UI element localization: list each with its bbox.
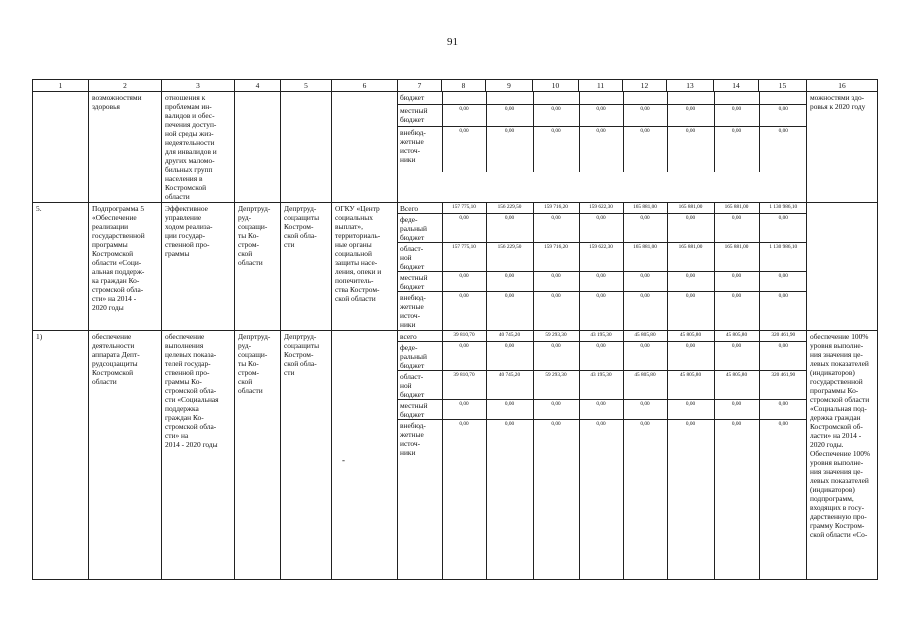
funding-amount: 165 881,00 bbox=[667, 243, 714, 272]
funding-source: внебюд- жетные источ- ники bbox=[400, 127, 426, 164]
funding-amount: 165 881,00 bbox=[667, 203, 714, 214]
funding-amount: 59 293,30 bbox=[533, 370, 579, 399]
funding-amount bbox=[486, 92, 533, 104]
funding-source: всего bbox=[398, 331, 442, 342]
funding-amount: 0,00 bbox=[442, 104, 486, 126]
funding-amount: 40 745,20 bbox=[486, 370, 533, 399]
funding-amount: 0,00 bbox=[486, 399, 533, 419]
funding-amount: 0,00 bbox=[623, 126, 667, 172]
funding-amount: 45 805,80 bbox=[667, 370, 714, 399]
funding-amount: 0,00 bbox=[759, 272, 807, 292]
funding-amount: 0,00 bbox=[486, 104, 533, 126]
funding-source: местный бюджет bbox=[398, 104, 442, 126]
funding-amount: 0,00 bbox=[667, 341, 714, 370]
table-cell-col16: можностями здо- ровья к 2020 году bbox=[807, 92, 878, 203]
funding-amount: 0,00 bbox=[714, 341, 759, 370]
funding-line bbox=[398, 126, 807, 172]
funding-amount: 0,00 bbox=[623, 214, 667, 243]
funding-line bbox=[398, 272, 807, 292]
funding-amount: 0,00 bbox=[442, 341, 486, 370]
funding-amount: 0,00 bbox=[579, 104, 623, 126]
funding-amount: 0,00 bbox=[442, 419, 486, 579]
column-header: 4 bbox=[235, 80, 281, 92]
table-cell-col6: ОГКУ «Центр социальных выплат», территориаль- ные органы социальной защиты насе- ления, опеки и попечитель- ства Костром- ской области bbox=[332, 203, 398, 331]
funding-amount: 0,00 bbox=[442, 126, 486, 172]
funding-source: внебюд- жетные источ- ники bbox=[400, 420, 426, 457]
funding-amount: 0,00 bbox=[759, 399, 807, 419]
funding-source: внебюд- жетные источ- ники bbox=[400, 293, 426, 329]
funding-line bbox=[398, 292, 807, 330]
funding-amount: 0,00 bbox=[759, 214, 807, 243]
funding-amount bbox=[533, 92, 579, 104]
funding-amount: 0,00 bbox=[579, 341, 623, 370]
funding-amount: 1 130 986,10 bbox=[759, 203, 807, 214]
column-header: 6 bbox=[332, 80, 398, 92]
funding-amount bbox=[579, 92, 623, 104]
funding-line bbox=[398, 331, 807, 342]
table-cell-col16 bbox=[807, 203, 878, 331]
table-cell-col5: Депртруд- соцзащиты Костром- ской обла- сти bbox=[281, 330, 332, 580]
funding-amount: 45 805,80 bbox=[714, 331, 759, 342]
column-header: 12 bbox=[623, 80, 667, 92]
table-cell-col6 bbox=[332, 92, 398, 203]
funding-source: бюджет bbox=[398, 92, 442, 104]
funding-lines-table bbox=[398, 203, 807, 330]
funding-amount: 40 745,20 bbox=[486, 331, 533, 342]
funding-amount bbox=[759, 92, 807, 104]
funding-amount: 0,00 bbox=[759, 126, 807, 172]
funding-source: местный бюджет bbox=[398, 399, 442, 419]
funding-amount: 0,00 bbox=[486, 126, 533, 172]
funding-amount: 157 775,10 bbox=[442, 243, 486, 272]
funding-amount: 0,00 bbox=[759, 104, 807, 126]
funding-line bbox=[398, 214, 807, 243]
funding-amount: 157 775,10 bbox=[442, 203, 486, 214]
table-cell-col5: Депртруд- соцзащиты Костром- ской обла- сти bbox=[281, 203, 332, 331]
funding-source: Всего bbox=[398, 203, 442, 214]
funding-amount: 0,00 bbox=[533, 341, 579, 370]
funding-amount: 0,00 bbox=[533, 399, 579, 419]
funding-amount: 1 130 986,10 bbox=[759, 243, 807, 272]
funding-amount: 159 622,30 bbox=[579, 203, 623, 214]
funding-amount: 0,00 bbox=[579, 272, 623, 292]
funding-amount: 159 716,20 bbox=[533, 203, 579, 214]
table-cell-col2: Подпрограмма 5 «Обеспечение реализации государственной программы Костромской области «Соци- альная поддерж- ка граждан Ко- стромской обла- сти» на 2014 - 2020 годы bbox=[89, 203, 162, 331]
funding-amount: 0,00 bbox=[442, 214, 486, 243]
funding-line bbox=[398, 203, 807, 214]
funding-amount: 45 805,80 bbox=[667, 331, 714, 342]
table-cell-col4 bbox=[235, 92, 281, 203]
funding-line bbox=[398, 341, 807, 370]
funding-amount bbox=[442, 92, 486, 104]
funding-amount: 165 881,00 bbox=[714, 243, 759, 272]
column-header: 7 bbox=[398, 80, 442, 92]
column-header: 8 bbox=[442, 80, 486, 92]
funding-amount: 165 881,00 bbox=[623, 243, 667, 272]
funding-line bbox=[398, 92, 807, 104]
column-header: 16 bbox=[807, 80, 878, 92]
funding-source: област- ной бюджет bbox=[398, 370, 442, 399]
funding-amount: 0,00 bbox=[533, 126, 579, 172]
funding-amount: 0,00 bbox=[759, 419, 807, 579]
funding-amount: 0,00 bbox=[667, 214, 714, 243]
funding-amount: 0,00 bbox=[623, 272, 667, 292]
funding-amount: 0,00 bbox=[533, 292, 579, 330]
funding-amount: 156 229,50 bbox=[486, 243, 533, 272]
page-number: 91 bbox=[447, 36, 458, 48]
table-row bbox=[33, 203, 878, 331]
funding-amount: 0,00 bbox=[579, 292, 623, 330]
funding-amount: 0,00 bbox=[579, 399, 623, 419]
table-cell-col5 bbox=[281, 92, 332, 203]
funding-amount: 0,00 bbox=[667, 272, 714, 292]
funding-amount: 165 881,00 bbox=[714, 203, 759, 214]
funding-amount: 0,00 bbox=[667, 399, 714, 419]
funding-amount: 0,00 bbox=[623, 419, 667, 579]
funding-line bbox=[398, 104, 807, 126]
funding-amount: 0,00 bbox=[714, 292, 759, 330]
funding-source: феде- ральный бюджет bbox=[398, 214, 442, 243]
funding-amount: 43 195,30 bbox=[579, 370, 623, 399]
table-row bbox=[33, 92, 878, 203]
column-header: 13 bbox=[667, 80, 714, 92]
funding-amount: 320 461,90 bbox=[759, 331, 807, 342]
funding-amount: 0,00 bbox=[486, 272, 533, 292]
funding-amount: 0,00 bbox=[623, 341, 667, 370]
funding-amount bbox=[623, 92, 667, 104]
funding-amount: 0,00 bbox=[714, 272, 759, 292]
funding-amount: 0,00 bbox=[623, 104, 667, 126]
funding-amount: 0,00 bbox=[533, 104, 579, 126]
funding-amount: 165 881,00 bbox=[623, 203, 667, 214]
funding-amount: 320 461,90 bbox=[759, 370, 807, 399]
funding-amount: 59 293,30 bbox=[533, 331, 579, 342]
funding-source: област- ной бюджет bbox=[398, 243, 442, 272]
funding-amount: 0,00 bbox=[533, 214, 579, 243]
funding-amount: 0,00 bbox=[442, 272, 486, 292]
funding-amount: 43 195,30 bbox=[579, 331, 623, 342]
funding-amount: 0,00 bbox=[759, 292, 807, 330]
column-header: 11 bbox=[579, 80, 623, 92]
funding-source: местный бюджет bbox=[398, 272, 442, 292]
funding-amount: 0,00 bbox=[579, 126, 623, 172]
funding-amount: 45 805,80 bbox=[623, 331, 667, 342]
column-header: 10 bbox=[533, 80, 579, 92]
funding-breakdown bbox=[398, 330, 807, 580]
table-cell-col1 bbox=[33, 92, 89, 203]
funding-line bbox=[398, 419, 807, 579]
funding-line bbox=[398, 370, 807, 399]
column-header: 2 bbox=[89, 80, 162, 92]
funding-amount bbox=[714, 92, 759, 104]
table-cell-col3: обеспечение выполнения целевых показа- телей государ- ственной про- граммы Ко- стромской обла- сти «Социальная поддержка граждан Ко- стромской обла- сти» на 2014 - 2020 годы bbox=[162, 330, 235, 580]
funding-amount: 0,00 bbox=[667, 292, 714, 330]
table-cell-col2: обеспечение деятельности аппарата Депт- рудсоцзащиты Костромской области bbox=[89, 330, 162, 580]
funding-amount: 39 810,70 bbox=[442, 331, 486, 342]
funding-amount bbox=[667, 92, 714, 104]
funding-amount: 0,00 bbox=[579, 419, 623, 579]
funding-amount: 0,00 bbox=[667, 104, 714, 126]
funding-amount: 0,00 bbox=[759, 341, 807, 370]
table-cell-col3: отношения к проблемам ин- валидов и обес- печения доступ- ной среды жиз- недеятельности для инвалидов и других маломо- бильных групп населения в Костромской области bbox=[162, 92, 235, 203]
column-header: 3 bbox=[162, 80, 235, 92]
funding-source: феде- ральный бюджет bbox=[398, 341, 442, 370]
funding-amount: 0,00 bbox=[486, 214, 533, 243]
table-cell-col4: Депртруд- руд- соцзащи- ты Ко- стром- ской области bbox=[235, 330, 281, 580]
funding-amount: 159 622,30 bbox=[579, 243, 623, 272]
funding-amount: 159 716,20 bbox=[533, 243, 579, 272]
funding-amount: 0,00 bbox=[667, 419, 714, 579]
table-cell-col3: Эффективное управление ходом реализа- ции государ- ственной про- граммы bbox=[162, 203, 235, 331]
funding-amount: 39 810,70 bbox=[442, 370, 486, 399]
funding-amount: 0,00 bbox=[667, 126, 714, 172]
empty-cell-dash: - bbox=[342, 455, 345, 465]
funding-amount: 156 229,50 bbox=[486, 203, 533, 214]
funding-line bbox=[398, 399, 807, 419]
funding-breakdown bbox=[398, 203, 807, 331]
funding-amount: 0,00 bbox=[442, 292, 486, 330]
funding-amount: 0,00 bbox=[486, 292, 533, 330]
table-cell-col1: 1) bbox=[33, 330, 89, 580]
funding-amount: 0,00 bbox=[533, 272, 579, 292]
program-measures-table bbox=[32, 79, 878, 580]
column-header: 14 bbox=[714, 80, 759, 92]
funding-amount: 0,00 bbox=[714, 399, 759, 419]
funding-amount: 0,00 bbox=[714, 126, 759, 172]
funding-amount: 45 805,80 bbox=[714, 370, 759, 399]
funding-lines-table bbox=[398, 92, 807, 172]
funding-amount: 0,00 bbox=[442, 399, 486, 419]
column-header: 1 bbox=[33, 80, 89, 92]
funding-amount: 0,00 bbox=[579, 214, 623, 243]
funding-amount: 0,00 bbox=[486, 341, 533, 370]
funding-amount: 0,00 bbox=[714, 214, 759, 243]
column-header: 5 bbox=[281, 80, 332, 92]
funding-amount: 0,00 bbox=[623, 292, 667, 330]
funding-amount: 0,00 bbox=[714, 419, 759, 579]
column-header: 15 bbox=[759, 80, 807, 92]
funding-breakdown bbox=[398, 92, 807, 203]
column-number-header bbox=[33, 80, 878, 92]
funding-amount: 0,00 bbox=[486, 419, 533, 579]
funding-amount: 0,00 bbox=[623, 399, 667, 419]
funding-amount: 0,00 bbox=[533, 419, 579, 579]
table-row bbox=[33, 330, 878, 580]
funding-lines-table bbox=[398, 331, 807, 580]
funding-amount: 45 805,80 bbox=[623, 370, 667, 399]
table-cell-col16: обеспечение 100% уровня выполне- ния значения це- левых показателей (индикаторов) государственной программы Ко- стромской области «Социальная под- держка граждан Костромской об- ласти» на 2014 - 2020 годы. Обеспечение 100% уровня выполне- ния значения це- левых показателей (индикаторов) подпрограмм, входящих в госу- дарственную про- грамму Костром- ской области «Со- bbox=[807, 330, 878, 580]
funding-line bbox=[398, 243, 807, 272]
funding-amount: 0,00 bbox=[714, 104, 759, 126]
table-cell-col1: 5. bbox=[33, 203, 89, 331]
table-cell-col2: возможностями здоровья bbox=[89, 92, 162, 203]
table-cell-col4: Депртруд- руд- соцзащи- ты Ко- стром- ской области bbox=[235, 203, 281, 331]
column-header: 9 bbox=[486, 80, 533, 92]
